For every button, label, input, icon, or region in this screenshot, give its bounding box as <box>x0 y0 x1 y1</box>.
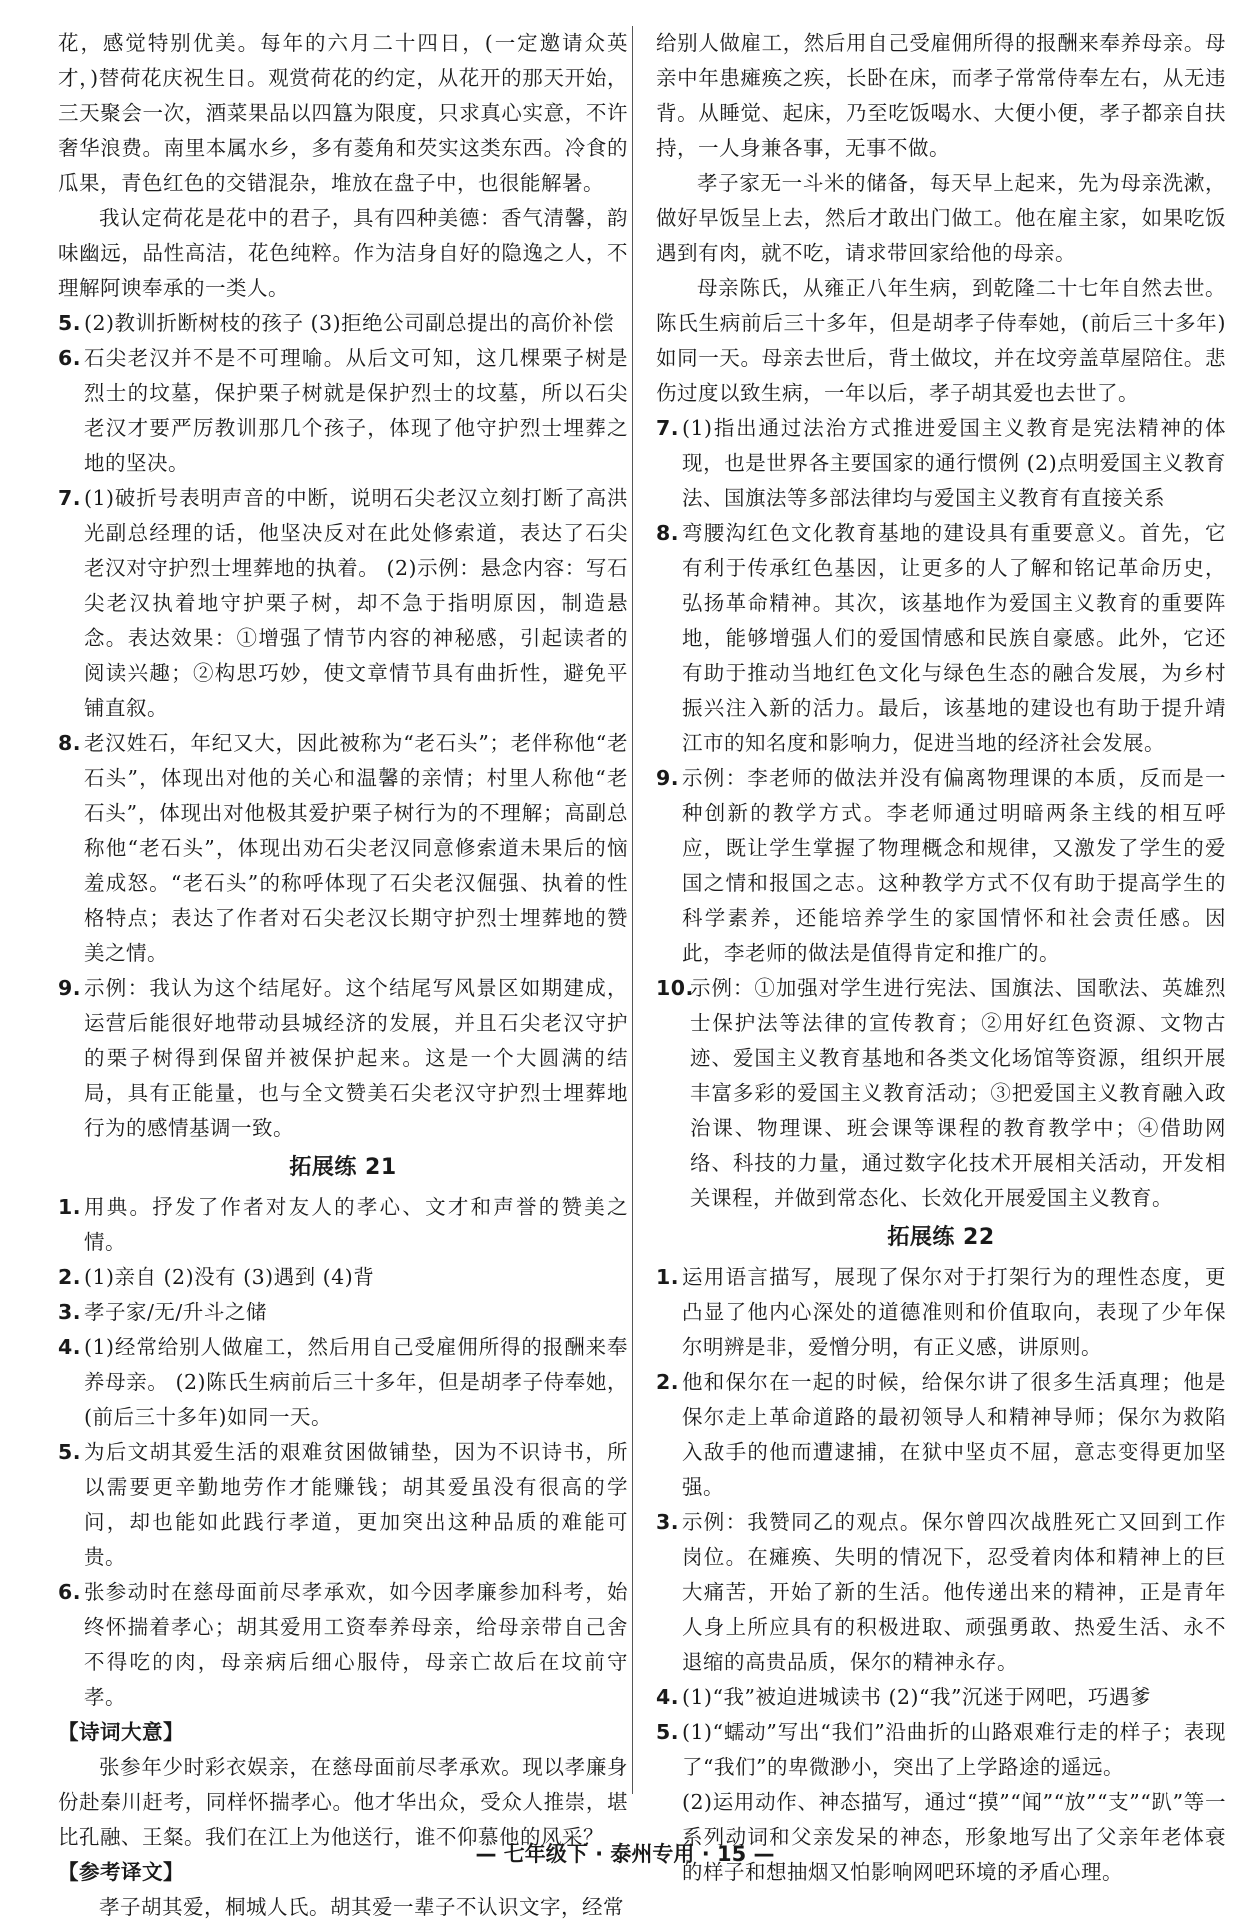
item-number: 1. <box>58 1195 82 1219</box>
item-text: 运用语言描写，展现了保尔对于打架行为的理性态度，更凸显了他内心深处的道德准则和价值取向，表现了少年保尔明辨是非，爱憎分明，有正义感，讲原则。 <box>682 1265 1226 1359</box>
item-text: 示例：我认为这个结尾好。这个结尾写风景区如期建成，运营后能很好地带动县城经济的发展，并且石尖老汉守护的栗子树得到保留并被保护起来。这是一个大圆满的结局，具有正能量，也与全文赞美石尖老汉守护烈士埋葬地行为的感情基调一致。 <box>84 976 628 1140</box>
answer-item <box>58 306 628 341</box>
item-text: 老汉姓石，年纪又大，因此被称为“老石头”；老伴称他“老石头”，体现出对他的关心和温馨的亲情；村里人称他“老石头”，体现出对他极其爱护栗子树行为的不理解；高副总称他“老石头”，体现出劝石尖老汉同意修索道未果后的恼羞成怒。“老石头”的称呼体现了石尖老汉倔强、执着的性格特点；表达了作者对石尖老汉长期守护烈士埋葬地的赞美之情。 <box>84 731 628 965</box>
item-text: (1)“我”被迫进城读书 (2)“我”沉迷于网吧，巧遇爹 <box>682 1685 1152 1709</box>
answer-item <box>656 411 1226 516</box>
item-text: 为后文胡其爱生活的艰难贫困做铺垫，因为不识诗书，所以需要更辛勤地劳作才能赚钱；胡其爱虽没有很高的学问，却也能如此践行孝道，更加突出这种品质的难能可贵。 <box>84 1440 628 1569</box>
answer-item <box>58 1435 628 1575</box>
item-number: 1. <box>656 1265 680 1289</box>
item-number: 4. <box>58 1335 82 1359</box>
answer-item <box>656 1260 1226 1365</box>
item-number: 6. <box>58 346 82 370</box>
item-text: 弯腰沟红色文化教育基地的建设具有重要意义。首先，它有利于传承红色基因，让更多的人了解和铭记革命历史，弘扬革命精神。其次，该基地作为爱国主义教育的重要阵地，能够增强人们的爱国情感和民族自豪感。此外，它还有助于推动当地红色文化与绿色生态的融合发展，为乡村振兴注入新的活力。最后，该基地的建设也有助于提升靖江市的知名度和影响力，促进当地的经济社会发展。 <box>682 521 1226 755</box>
poem-meaning-label: 【诗词大意】 <box>58 1720 184 1744</box>
item-text: (1)亲自 (2)没有 (3)遇到 (4)背 <box>84 1265 375 1289</box>
item-number: 5. <box>58 1440 82 1464</box>
translation-paragraph: 孝子家无一斗米的储备，每天早上起来，先为母亲洗漱，做好早饭呈上去，然后才敢出门做工。他在雇主家，如果吃饭遇到有肉，就不吃，请求带回家给他的母亲。 <box>656 171 1226 265</box>
right-column <box>656 26 1226 1890</box>
answer-item <box>656 971 1226 1216</box>
item-text: (1)经常给别人做雇工，然后用自己受雇佣所得的报酬来奉养母亲。 (2)陈氏生病前后三十多年，但是胡孝子侍奉她，(前后三十多年)如同一天。 <box>84 1335 628 1429</box>
section-title: 拓展练 21 <box>289 1155 397 1180</box>
item-number: 10. <box>656 976 694 1000</box>
item-text: 用典。抒发了作者对友人的孝心、文才和声誉的赞美之情。 <box>84 1195 628 1254</box>
left-column <box>58 26 628 1925</box>
item-number: 2. <box>58 1265 82 1289</box>
answer-continuation: (2)运用动作、神态描写，通过“摸”“闻”“放”“支”“趴”等一系列动词和父亲发呆的神态，形象地写出了父亲年老体衰的样子和想抽烟又怕影响网吧环境的矛盾心理。 <box>682 1790 1226 1884</box>
answer-item <box>58 1260 628 1295</box>
item-text: 示例：我赞同乙的观点。保尔曾四次战胜死亡又回到工作岗位。在瘫痪、失明的情况下，忍受着肉体和精神上的巨大痛苦，开始了新的生活。他传递出来的精神，正是青年人身上所应具有的积极进取、顽强勇敢、热爱生活、永不退缩的高贵品质，保尔的精神永存。 <box>682 1510 1226 1674</box>
answer-item <box>656 1365 1226 1505</box>
page-footer: — 七年级下 · 泰州专用 · 15 — <box>475 1842 775 1866</box>
answer-item <box>58 1295 628 1330</box>
item-number: 3. <box>656 1510 680 1534</box>
item-text: 他和保尔在一起的时候，给保尔讲了很多生活真理；他是保尔走上革命道路的最初领导人和精神导师；保尔为救陷入敌手的他而遭逮捕，在狱中坚贞不屈，意志变得更加坚强。 <box>682 1370 1226 1499</box>
answer-item <box>656 1680 1226 1715</box>
item-number: 5. <box>656 1720 680 1744</box>
item-number: 4. <box>656 1685 680 1709</box>
reference-translation-label: 【参考译文】 <box>58 1860 184 1884</box>
item-number: 9. <box>58 976 82 1000</box>
column-divider <box>632 26 633 1794</box>
item-text: (2)教训折断树枝的孩子 (3)拒绝公司副总提出的高价补偿 <box>84 311 615 335</box>
answer-item <box>58 341 628 481</box>
answer-item <box>58 481 628 726</box>
item-number: 7. <box>58 486 82 510</box>
translation-paragraph: 花，感觉特别优美。每年的六月二十四日，(一定邀请众英才，)替荷花庆祝生日。观赏荷花的约定，从花开的那天开始，三天聚会一次，酒菜果品以四簋为限度，只求真心实意，不许奢华浪费。南里本属水乡，多有菱角和芡实这类东西。冷食的瓜果，青色红色的交错混杂，堆放在盘子中，也很能解暑。 <box>58 31 628 195</box>
answer-item <box>656 516 1226 761</box>
item-text: 孝子家/无/升斗之储 <box>84 1300 267 1324</box>
item-number: 7. <box>656 416 680 440</box>
item-text: (1)“蠕动”写出“我们”沿曲折的山路艰难行走的样子；表现了“我们”的卑微渺小，突出了上学路途的遥远。 <box>682 1720 1226 1779</box>
answer-item <box>58 971 628 1146</box>
item-text: (1)破折号表明声音的中断，说明石尖老汉立刻打断了高洪光副总经理的话，他坚决反对在此处修索道，表达了石尖老汉对守护烈士埋葬地的执着。 (2)示例：悬念内容：写石尖老汉执着地守护栗子树，却不急于指明原因，制造悬念。表达效果：①增强了情节内容的神秘感，引起读者的阅读兴趣；②构思巧妙，使文章情节具有曲折性，避免平铺直叙。 <box>84 486 628 720</box>
answer-item <box>58 726 628 971</box>
poem-meaning-text: 张参年少时彩衣娱亲，在慈母面前尽孝承欢。现以孝廉身份赴秦川赶考，同样怀揣孝心。他才华出众，受众人推崇，堪比孔融、王粲。我们在江上为他送行，谁不仰慕他的风采？ <box>58 1755 628 1849</box>
translation-paragraph: 母亲陈氏，从雍正八年生病，到乾隆二十七年自然去世。陈氏生病前后三十多年，但是胡孝子侍奉她，(前后三十多年)如同一天。母亲去世后，背土做坟，并在坟旁盖草屋陪住。悲伤过度以致生病，一年以后，孝子胡其爱也去世了。 <box>656 276 1226 405</box>
item-text: 张参动时在慈母面前尽孝承欢，如今因孝廉参加科考，始终怀揣着孝心；胡其爱用工资奉养母亲，给母亲带自己舍不得吃的肉，母亲病后细心服侍，母亲亡故后在坟前守孝。 <box>84 1580 628 1709</box>
item-text: 示例：①加强对学生进行宪法、国旗法、国歌法、英雄烈士保护法等法律的宣传教育；②用好红色资源、文物古迹、爱国主义教育基地和各类文化场馆等资源，组织开展丰富多彩的爱国主义教育活动；③把爱国主义教育融入政治课、物理课、班会课等课程的教育教学中；④借助网络、科技的力量，通过数字化技术开展相关活动，开发相关课程，并做到常态化、长效化开展爱国主义教育。 <box>690 976 1226 1210</box>
item-number: 8. <box>58 731 82 755</box>
item-number: 2. <box>656 1370 680 1394</box>
answer-item <box>656 1505 1226 1680</box>
reference-translation-text: 孝子胡其爱，桐城人氏。胡其爱一辈子不认识文字，经常 <box>99 1895 624 1919</box>
section-title: 拓展练 22 <box>887 1225 995 1250</box>
item-text: 示例：李老师的做法并没有偏离物理课的本质，反而是一种创新的教学方式。李老师通过明暗两条主线的相互呼应，既让学生掌握了物理概念和规律，又激发了学生的爱国之情和报国之志。这种教学方式不仅有助于提高学生的科学素养，还能培养学生的家国情怀和社会责任感。因此，李老师的做法是值得肯定和推广的。 <box>682 766 1226 965</box>
answer-item <box>58 1330 628 1435</box>
item-number: 9. <box>656 766 680 790</box>
item-number: 6. <box>58 1580 82 1604</box>
translation-paragraph: 给别人做雇工，然后用自己受雇佣所得的报酬来奉养母亲。母亲中年患瘫痪之疾，长卧在床，而孝子常常侍奉左右，从无违背。从睡觉、起床，乃至吃饭喝水、大便小便，孝子都亲自扶持，一人身兼各事，无事不做。 <box>656 31 1226 160</box>
answer-item <box>656 1715 1226 1785</box>
item-number: 8. <box>656 521 680 545</box>
item-number: 5. <box>58 311 82 335</box>
item-text: 石尖老汉并不是不可理喻。从后文可知，这几棵栗子树是烈士的坟墓，保护栗子树就是保护烈士的坟墓，所以石尖老汉才要严厉教训那几个孩子，体现了他守护烈士埋葬之地的坚决。 <box>84 346 628 475</box>
translation-paragraph: 我认定荷花是花中的君子，具有四种美德：香气清馨，韵味幽远，品性高洁，花色纯粹。作为洁身自好的隐逸之人，不理解阿谀奉承的一类人。 <box>58 206 628 300</box>
item-number: 3. <box>58 1300 82 1324</box>
answer-item <box>58 1190 628 1260</box>
answer-item <box>58 1575 628 1715</box>
answer-item <box>656 761 1226 971</box>
item-text: (1)指出通过法治方式推进爱国主义教育是宪法精神的体现，也是世界各主要国家的通行惯例 (2)点明爱国主义教育法、国旗法等多部法律均与爱国主义教育有直接关系 <box>682 416 1226 510</box>
